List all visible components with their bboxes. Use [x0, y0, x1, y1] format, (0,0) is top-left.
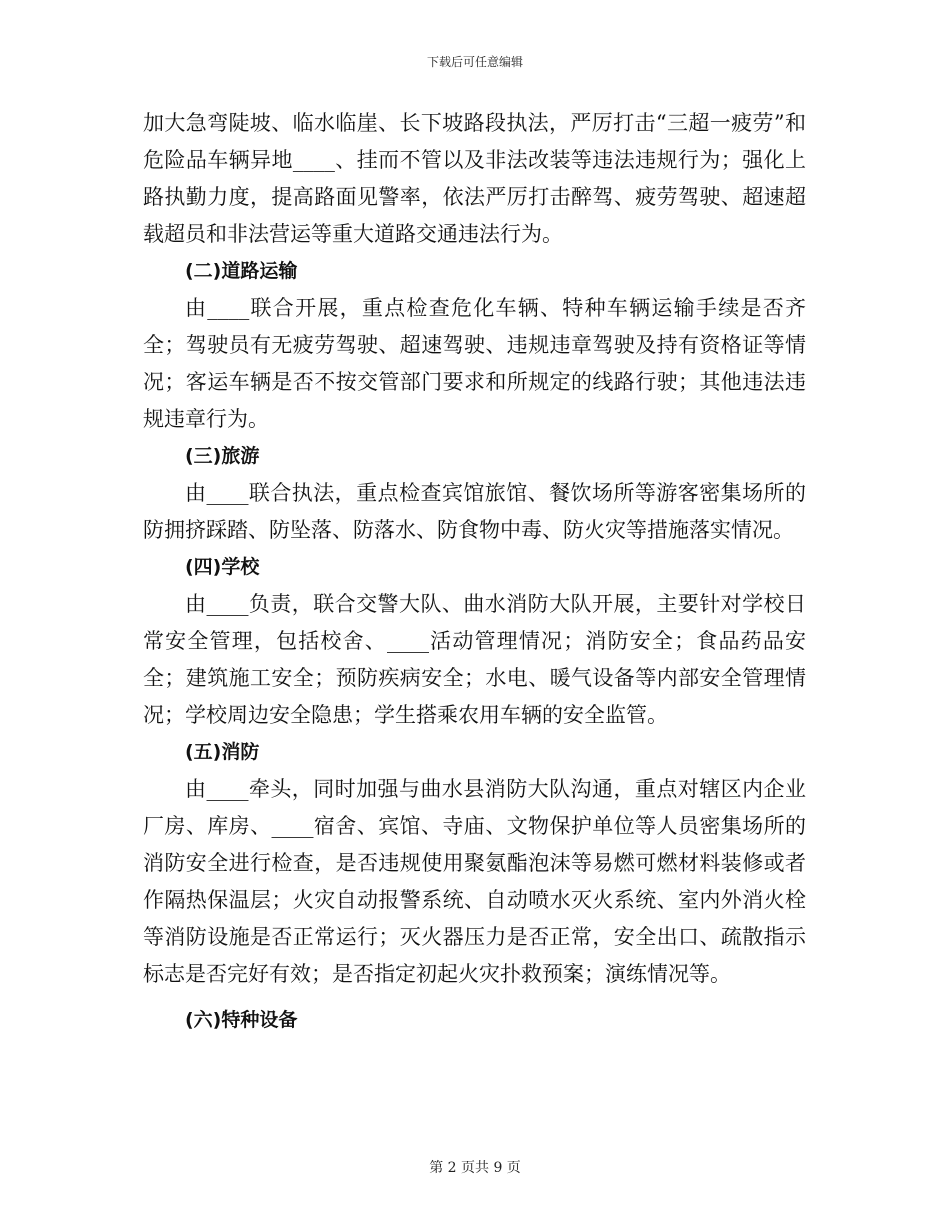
paragraph-continuation: 加大急弯陡坡、临水临崖、长下坡路段执法，严厉打击“三超一疲劳”和危险品车辆异地____、挂而不管以及非法改装等违法违规行为；强化上路执勤力度，提高路面见警率，依法严厉打击醉驾、疲劳驾驶、超速超载超员和非法营运等重大道路交通违法行为。: [143, 111, 806, 246]
header-note: 下载后可任意编辑: [426, 55, 523, 69]
section-heading-special-equipment: (六)特种设备: [185, 1009, 298, 1031]
page-number: 第 2 页共 9 页: [429, 1160, 521, 1176]
document-body: [143, 105, 806, 1039]
paragraph-road-transport: 由____联合开展，重点检查危化车辆、特种车辆运输手续是否齐全；驾驶员有无疲劳驾驶、超速驾驶、违规违章驾驶及持有资格证等情况；客运车辆是否不按交管部门要求和所规定的线路行驶；其他违法违规违章行为。: [143, 296, 806, 431]
paragraph-tourism: 由____联合执法，重点检查宾馆旅馆、餐饮场所等游客密集场所的防拥挤踩踏、防坠落、防落水、防食物中毒、防火灾等措施落实情况。: [143, 481, 806, 542]
paragraph-school: 由____负责，联合交警大队、曲水消防大队开展，主要针对学校日常安全管理，包括校舍、____活动管理情况；消防安全；食品药品安全；建筑施工安全；预防疾病安全；水电、暖气设备等内部安全管理情况；学校周边安全隐患；学生搭乘农用车辆的安全监管。: [143, 592, 806, 727]
paragraph-fire: 由____牵头，同时加强与曲水县消防大队沟通，重点对辖区内企业厂房、库房、____宿舍、宾馆、寺庙、文物保护单位等人员密集场所的消防安全进行检查，是否违规使用聚氨酯泡沫等易燃可燃材料装修或者作隔热保温层；火灾自动报警系统、自动喷水灭火系统、室内外消火栓等消防设施是否正常运行；灭火器压力是否正常，安全出口、疏散指示标志是否完好有效；是否指定初起火灾扑救预案；演练情况等。: [143, 777, 806, 986]
section-heading-tourism: (三)旅游: [185, 445, 260, 467]
section-heading-fire: (五)消防: [185, 741, 260, 763]
section-heading-road-transport: (二)道路运输: [185, 260, 298, 282]
section-heading-school: (四)学校: [185, 556, 260, 578]
